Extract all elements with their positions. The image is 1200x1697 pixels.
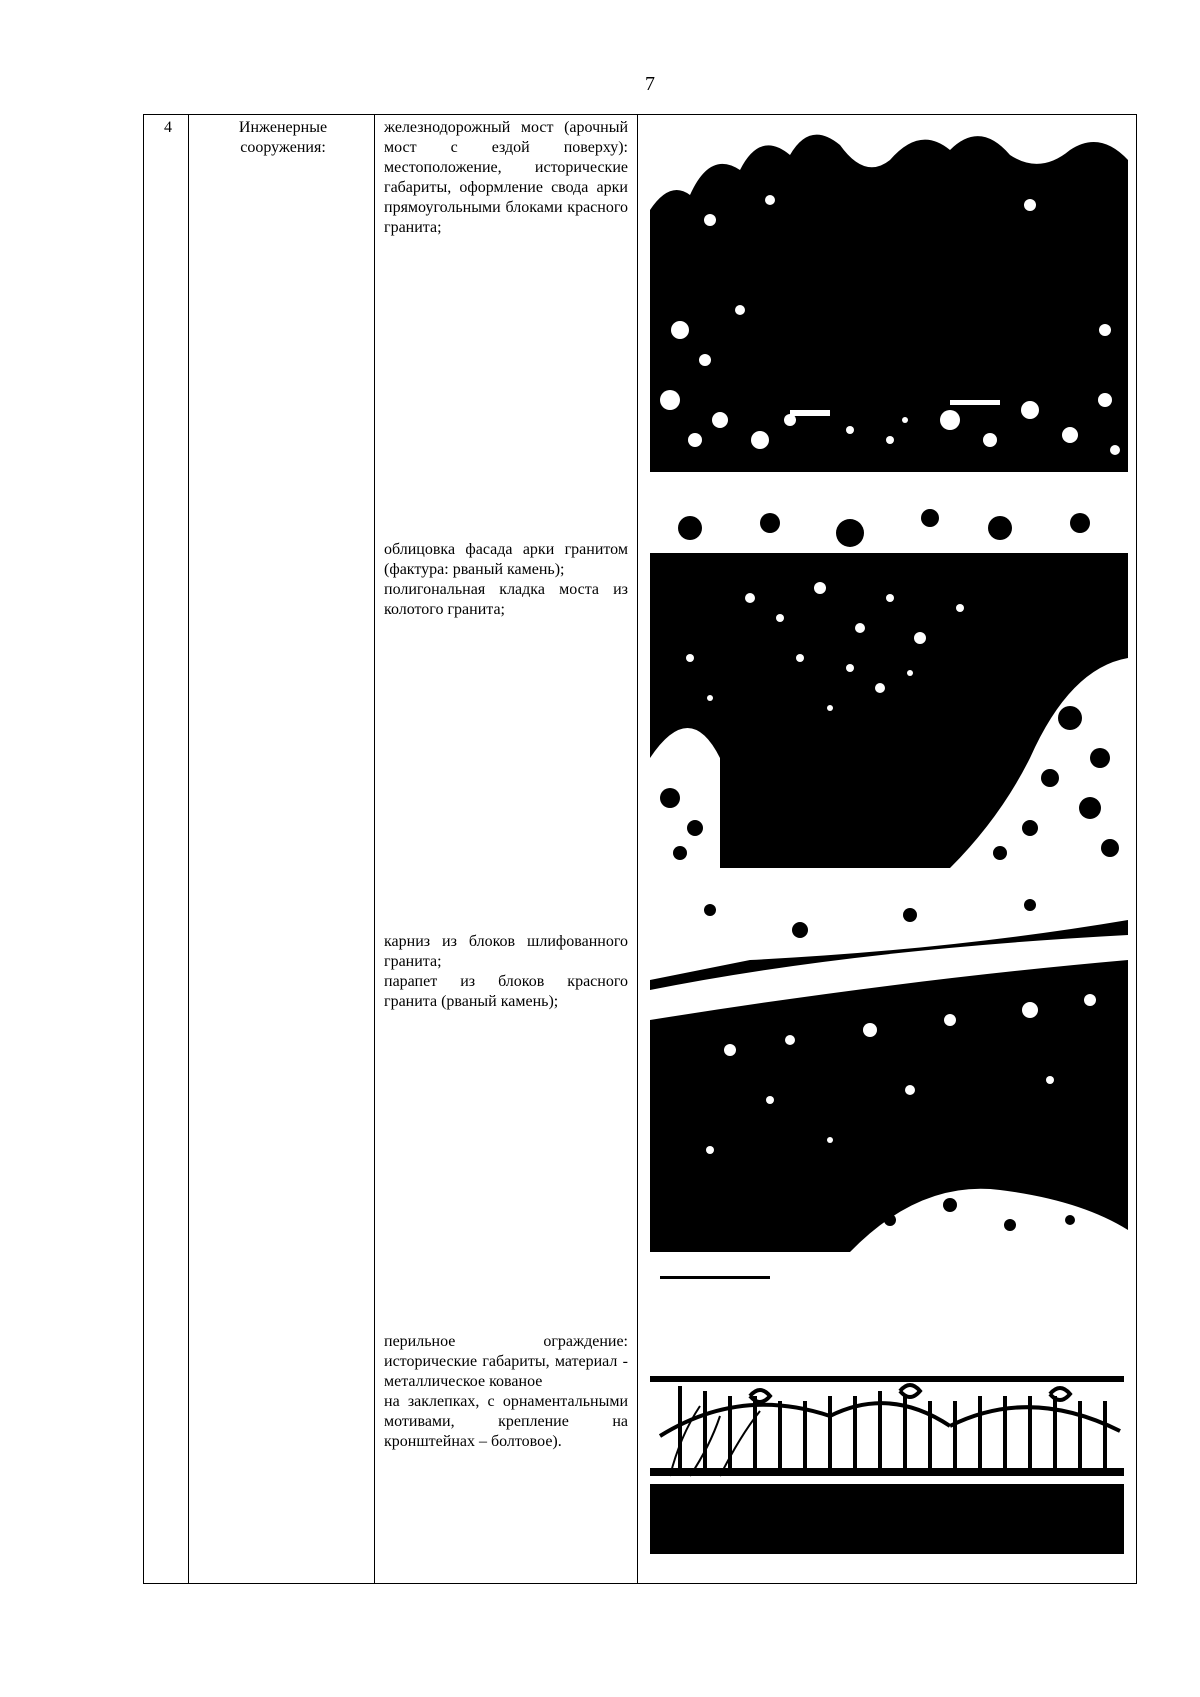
item-description-4 bbox=[384, 1332, 628, 1452]
item-4-line-1: перильное ограждение: исторические габариты, материал - металлическое кованое bbox=[384, 1333, 628, 1390]
item-2-line-2: полигональная кладка моста из колотого гранита; bbox=[384, 581, 628, 618]
item-4-line-2: на заклепках, с орнаментальными мотивами, крепление на кронштейнах – болтовое). bbox=[384, 1393, 628, 1450]
item-description-3 bbox=[384, 932, 628, 1012]
column-divider bbox=[374, 114, 375, 1584]
page-number: 7 bbox=[645, 73, 655, 95]
item-3-line-1: карниз из блоков шлифованного гранита; bbox=[384, 933, 628, 970]
photo-separator bbox=[660, 1276, 770, 1279]
item-1-line-1: железнодорожный мост (арочный мост с ездой поверху): местоположение, исторические габариты, оформление свода арки прямоугольными блоками красного гранита; bbox=[384, 119, 628, 236]
item-description-2 bbox=[384, 540, 628, 620]
row-category: Инженерные сооружения: bbox=[238, 119, 328, 156]
bridge-overview-photo bbox=[650, 120, 1128, 472]
item-2-line-1: облицовка фасада арки гранитом (фактура: рваный камень); bbox=[384, 541, 628, 578]
cornice-parapet-photo bbox=[650, 890, 1128, 1252]
arch-facade-photo bbox=[650, 498, 1128, 868]
column-divider bbox=[188, 114, 189, 1584]
railing-photo bbox=[650, 1376, 1124, 1554]
item-3-line-2: парапет из блоков красного гранита (рваный камень); bbox=[384, 973, 628, 1010]
row-number: 4 bbox=[164, 119, 172, 136]
column-divider bbox=[637, 114, 638, 1584]
item-description-1 bbox=[384, 118, 628, 238]
